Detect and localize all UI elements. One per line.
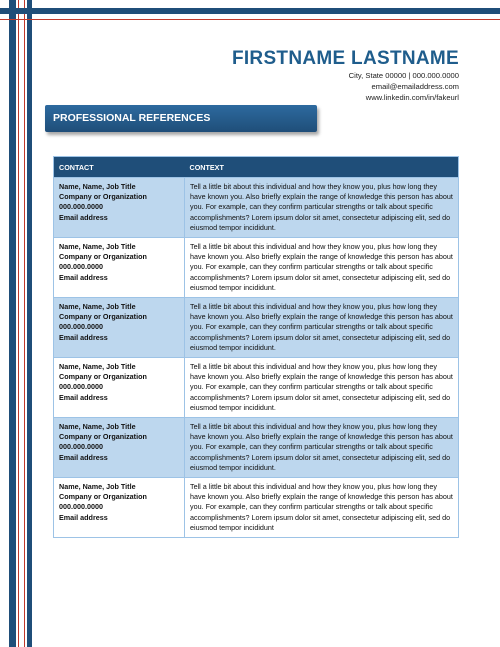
table-row bbox=[54, 178, 459, 238]
contact-cell bbox=[54, 298, 185, 358]
frame-vertical-line bbox=[24, 0, 25, 647]
contact-company: Company or Organization bbox=[59, 372, 147, 382]
contact-company: Company or Organization bbox=[59, 192, 147, 202]
column-header-context: CONTEXT bbox=[185, 157, 459, 178]
table-row bbox=[54, 238, 459, 298]
table-row bbox=[54, 418, 459, 478]
web-address: www.linkedin.com/in/fakeurl bbox=[365, 93, 459, 102]
contact-name: Name, Name, Job Title bbox=[59, 422, 136, 431]
contact-company: Company or Organization bbox=[59, 432, 147, 442]
frame-vertical-bar bbox=[27, 0, 32, 647]
contact-name: Name, Name, Job Title bbox=[59, 482, 136, 491]
contact-company: Company or Organization bbox=[59, 252, 147, 262]
contact-company: Company or Organization bbox=[59, 492, 147, 502]
resume-header bbox=[232, 48, 459, 103]
table-header-row bbox=[54, 157, 459, 178]
contact-email: Email address bbox=[59, 212, 108, 222]
context-cell: Tell a little bit about this individual and how they know you, plus how long they have known you. Also briefly explain the range of knowledge this person has about you. For example, can they confirm particular strengths or talk about specific accomplishments? Lorem ipsum dolor sit amet, consectetur adipiscing elit, sed do eiusmod tempor incididunt. bbox=[185, 358, 459, 418]
contact-cell bbox=[54, 478, 185, 538]
contact-phone: 000.000.0000 bbox=[59, 502, 103, 512]
email-address: email@emailaddress.com bbox=[371, 82, 459, 91]
contact-name: Name, Name, Job Title bbox=[59, 182, 136, 191]
context-cell: Tell a little bit about this individual and how they know you, plus how long they have known you. Also briefly explain the range of knowledge this person has about you. For example, can they confirm particular strengths or talk about specific accomplishments? Lorem ipsum dolor sit amet, consectetur adipiscing elit, sed do eiusmod tempor incididunt. bbox=[185, 418, 459, 478]
contact-email: Email address bbox=[59, 332, 108, 342]
contact-cell bbox=[54, 358, 185, 418]
contact-phone: 000.000.0000 bbox=[59, 322, 103, 332]
contact-phone: 000.000.0000 bbox=[59, 442, 103, 452]
table-row bbox=[54, 478, 459, 538]
contact-cell bbox=[54, 178, 185, 238]
contact-phone: 000.000.0000 bbox=[59, 262, 103, 272]
contact-email: Email address bbox=[59, 512, 108, 522]
candidate-name: FIRSTNAME LASTNAME bbox=[231, 48, 459, 69]
contact-name: Name, Name, Job Title bbox=[59, 242, 136, 251]
contact-company: Company or Organization bbox=[59, 312, 147, 322]
contact-name: Name, Name, Job Title bbox=[59, 362, 136, 371]
frame-vertical-bar bbox=[9, 0, 16, 647]
contact-cell bbox=[54, 418, 185, 478]
table-row bbox=[54, 358, 459, 418]
section-title: PROFESSIONAL REFERENCES bbox=[45, 105, 317, 132]
contact-phone: 000.000.0000 bbox=[59, 202, 103, 212]
contact-email: Email address bbox=[59, 392, 108, 402]
address-phone: City, State 00000 | 000.000.0000 bbox=[348, 71, 459, 80]
table-row bbox=[54, 298, 459, 358]
references-table bbox=[53, 156, 459, 538]
context-cell: Tell a little bit about this individual and how they know you, plus how long they have known you. Also briefly explain the range of knowledge this person has about you. For example, can they confirm particular strengths or talk about specific accomplishments? Lorem ipsum dolor sit amet, consectetur adipiscing elit, sed do eiusmod tempor incididunt bbox=[185, 478, 459, 538]
contact-email: Email address bbox=[59, 452, 108, 462]
frame-horizontal-bar bbox=[0, 8, 500, 14]
frame-vertical-line bbox=[18, 0, 19, 647]
contact-name: Name, Name, Job Title bbox=[59, 302, 136, 311]
frame-horizontal-line bbox=[0, 19, 500, 20]
contact-phone: 000.000.0000 bbox=[59, 382, 103, 392]
contact-email: Email address bbox=[59, 272, 108, 282]
contact-cell bbox=[54, 238, 185, 298]
context-cell: Tell a little bit about this individual and how they know you, plus how long they have known you. Also briefly explain the range of knowledge this person has about you. For example, can they confirm particular strengths or talk about specific accomplishments? Lorem ipsum dolor sit amet, consectetur adipiscing elit, sed do eiusmod tempor incididunt. bbox=[185, 298, 459, 358]
context-cell: Tell a little bit about this individual and how they know you, plus how long they have known you. Also briefly explain the range of knowledge this person has about you. For example, can they confirm particular strengths or talk about specific accomplishments? Lorem ipsum dolor sit amet, consectetur adipiscing elit, sed do eiusmod tempor incididunt. bbox=[185, 238, 459, 298]
context-cell: Tell a little bit about this individual and how they know you, plus how long they have known you. Also briefly explain the range of knowledge this person has about you. For example, can they confirm particular strengths or talk about specific accomplishments? Lorem ipsum dolor sit amet, consectetur adipiscing elit, sed do eiusmod tempor incididunt. bbox=[185, 178, 459, 238]
column-header-contact: CONTACT bbox=[54, 157, 185, 178]
